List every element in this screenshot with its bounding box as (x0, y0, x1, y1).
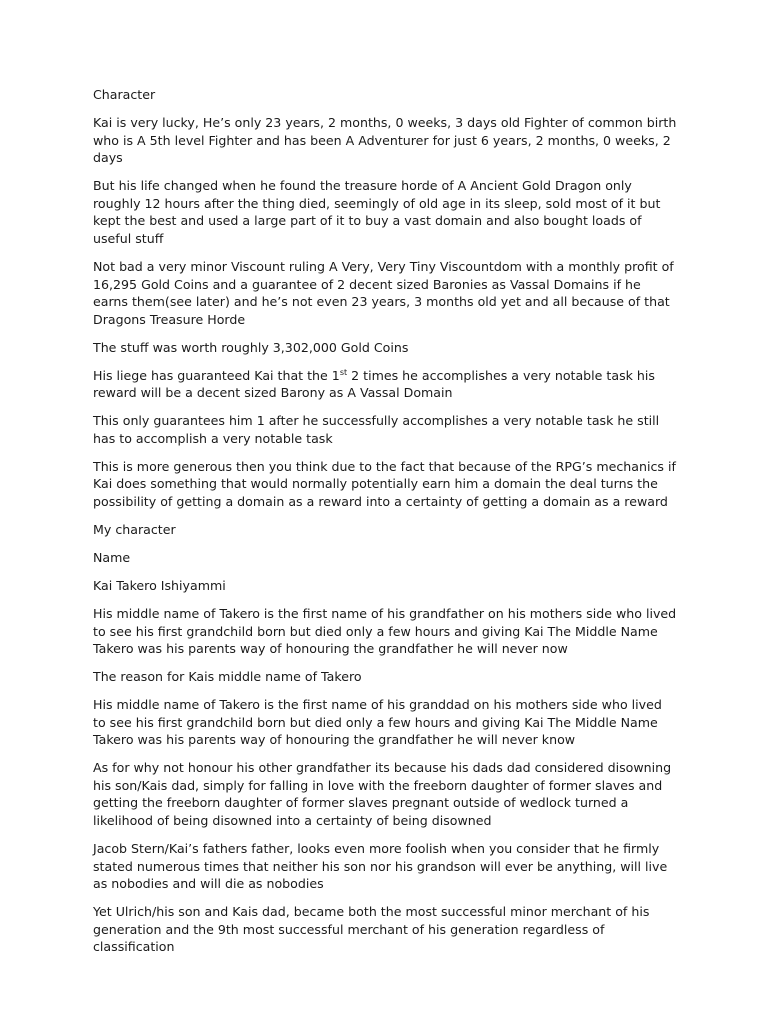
paragraph-middle-name-1: His middle name of Takero is the first name of his grandfather on his mothers side who lived to see his first grandchild born but died only a few hours and giving Kai The Middle Name Takero was his parents way of honouring the grandfather he will never now (93, 605, 677, 657)
paragraph-more-generous: This is more generous then you think due to the fact that because of the RPG’s mechanics if Kai does something that would normally potentially earn him a domain the deal turns the possibility of getting a domain as a reward into a certainty of getting a domain as a reward (93, 458, 676, 510)
paragraph-middle-name-2: His middle name of Takero is the first name of his granddad on his mothers side who lived to see his first grandchild born but died only a few hours and giving Kai The Middle Name Takero was his parents way of honouring the grandfather he will never know (93, 697, 662, 748)
ordinal-suffix: st (339, 367, 348, 377)
paragraph-liege-guarantee (93, 367, 678, 402)
paragraph-other-grandfather: As for why not honour his other grandfather its because his dads dad considered disowning his son/Kais dad, simply for falling in love with the freeborn daughter of former slaves and getting the freeborn daughter of former slaves pregnant outside of wedlock turned a likelihood of being disowned into a certainty of being disowned (93, 760, 672, 829)
paragraph-liege-text-start: His liege has guaranteed Kai that the 1 (93, 367, 340, 383)
paragraph-treasure-horde: But his life changed when he found the treasure horde of A Ancient Gold Dragon only roughly 12 hours after the thing died, seemingly of old age in its sleep, sold most of it but kept the best and used a large part of it to buy a vast domain and also bought loads of useful stuff (93, 178, 661, 246)
paragraph-kai-lucky: Kai is very lucky, He’s only 23 years, 2 months, 0 weeks, 3 days old Fighter of common birth who is A 5th level Fighter and has been A Adventurer for just 6 years, 2 months, 0 weeks, 2 days (93, 114, 677, 166)
paragraph-name-heading: Name (93, 549, 131, 565)
paragraph-liege-text-end: 2 times he accomplishes a very notable task his reward will be a decent sized Barony as A Vassal Domain (93, 367, 655, 401)
paragraph-middle-name-reason: The reason for Kais middle name of Takero (93, 669, 362, 685)
paragraph-only-guarantees: This only guarantees him 1 after he successfully accomplishes a very notable task he still has to accomplish a very notable task (93, 413, 660, 446)
paragraph-jacob-stern: Jacob Stern/Kai’s fathers father, looks even more foolish when you consider that he firmly stated numerous times that neither his son nor his grandson will ever be anything, will live as nobodies and will die as nobodies (93, 841, 668, 892)
paragraph-stuff-worth: The stuff was worth roughly 3,302,000 Gold Coins (93, 339, 409, 355)
paragraph-ulrich: Yet Ulrich/his son and Kais dad, became both the most successful minor merchant of his generation and the 9th most successful merchant of his generation regardless of classification (93, 904, 650, 955)
document-page (93, 86, 678, 966)
paragraph-full-name: Kai Takero Ishiyammi (93, 577, 226, 593)
paragraph-viscount: Not bad a very minor Viscount ruling A Very, Very Tiny Viscountdom with a monthly profit of 16,295 Gold Coins and a guarantee of 2 decent sized Baronies as Vassal Domains if he earns them(see later) and he’s not even 23 years, 3 months old yet and all because of that Dragons Treasure Horde (93, 258, 674, 327)
paragraph-character-heading: Character (93, 87, 156, 102)
paragraph-my-character: My character (93, 522, 176, 537)
